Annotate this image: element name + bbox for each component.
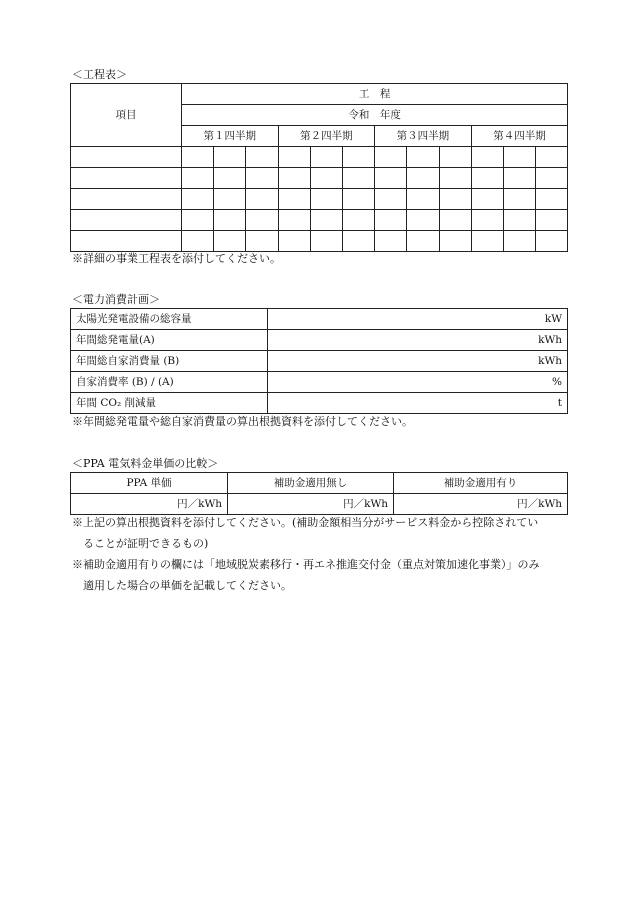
power-unit: kWh xyxy=(538,334,562,346)
power-heading: ＜電力消費計画＞ xyxy=(72,293,160,306)
schedule-item-cell[interactable] xyxy=(71,168,182,189)
ppa-note-1-cont: ることが証明できるもの) xyxy=(72,537,209,550)
power-row xyxy=(71,351,568,372)
schedule-row xyxy=(71,210,568,231)
ppa-with-subsidy-header: 補助金適用有り xyxy=(394,473,568,494)
power-unit: kWh xyxy=(538,355,562,367)
schedule-table xyxy=(70,83,568,252)
schedule-item-cell[interactable] xyxy=(71,147,182,168)
power-label: 自家消費率 (B) / (A) xyxy=(71,372,268,393)
power-value-cell[interactable] xyxy=(268,393,568,414)
ppa-without-subsidy-header: 補助金適用無し xyxy=(228,473,394,494)
yen-per-kwh-unit: 円／kWh xyxy=(177,498,222,510)
power-value-cell[interactable] xyxy=(268,330,568,351)
power-value-cell[interactable] xyxy=(268,372,568,393)
schedule-row xyxy=(71,168,568,189)
power-label: 年間 CO₂ 削減量 xyxy=(71,393,268,414)
schedule-row xyxy=(71,231,568,252)
power-unit: kW xyxy=(544,313,562,325)
process-header: 工 程 xyxy=(182,84,568,105)
yen-per-kwh-unit: 円／kWh xyxy=(343,498,388,510)
power-note: ※年間総発電量や総自家消費量の算出根拠資料を添付してください。 xyxy=(72,415,413,428)
fiscal-year-header: 令和 年度 xyxy=(182,105,568,126)
yen-per-kwh-unit: 円／kWh xyxy=(517,498,562,510)
schedule-row xyxy=(71,147,568,168)
ppa-table xyxy=(70,472,568,515)
power-unit: t xyxy=(557,397,562,409)
power-label: 年間総発電量(A) xyxy=(71,330,268,351)
power-table xyxy=(70,308,568,414)
power-row xyxy=(71,309,568,330)
power-row xyxy=(71,393,568,414)
schedule-item-cell[interactable] xyxy=(71,231,182,252)
ppa-unit-price-cell[interactable] xyxy=(71,494,228,515)
ppa-note-1: ※上記の算出根拠資料を添付してください。(補助金額相当分がサービス料金から控除されてい xyxy=(72,516,539,529)
schedule-item-cell[interactable] xyxy=(71,189,182,210)
power-label: 年間総自家消費量 (B) xyxy=(71,351,268,372)
ppa-without-subsidy-cell[interactable] xyxy=(228,494,394,515)
power-value-cell[interactable] xyxy=(268,351,568,372)
quarter-3-header: 第３四半期 xyxy=(375,126,472,147)
ppa-note-2-cont: 適用した場合の単価を記載してください。 xyxy=(72,579,292,592)
quarter-2-header: 第２四半期 xyxy=(278,126,375,147)
power-value-cell[interactable] xyxy=(268,309,568,330)
ppa-unit-price-header: PPA 単価 xyxy=(71,473,228,494)
schedule-row xyxy=(71,189,568,210)
ppa-with-subsidy-cell[interactable] xyxy=(394,494,568,515)
power-unit: % xyxy=(552,376,562,388)
power-row xyxy=(71,372,568,393)
schedule-item-cell[interactable] xyxy=(71,210,182,231)
power-row xyxy=(71,330,568,351)
schedule-heading: ＜工程表＞ xyxy=(72,68,127,81)
ppa-note-2: ※補助金適用有りの欄には「地域脱炭素移行・再エネ推進交付金（重点対策加速化事業）」のみ xyxy=(72,558,540,571)
schedule-note: ※詳細の事業工程表を添付してください。 xyxy=(72,252,281,265)
quarter-1-header: 第１四半期 xyxy=(182,126,279,147)
power-label: 太陽光発電設備の総容量 xyxy=(71,309,268,330)
item-header: 項目 xyxy=(71,84,182,147)
quarter-4-header: 第４四半期 xyxy=(471,126,568,147)
ppa-heading: ＜PPA 電気料金単価の比較＞ xyxy=(72,457,219,470)
